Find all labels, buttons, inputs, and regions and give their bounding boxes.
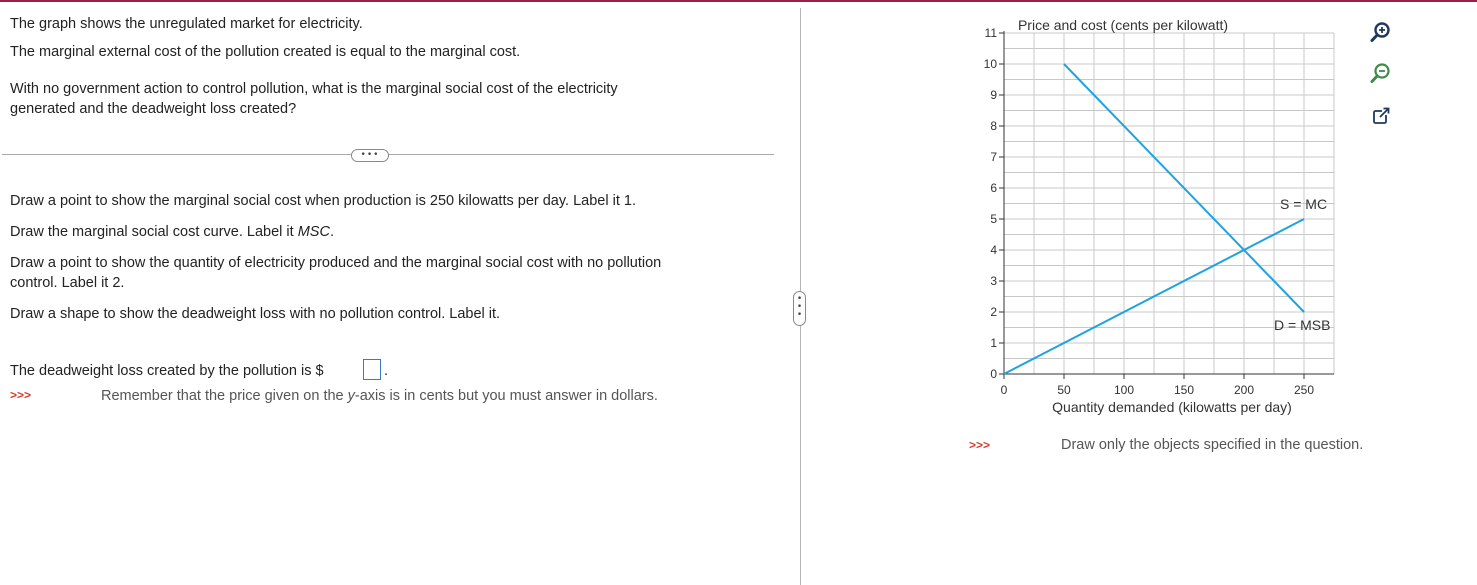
- instruction-msc-prefix: Draw the marginal social cost curve. Label it: [10, 224, 298, 240]
- graph-hint-text: Draw only the objects specified in the question.: [1061, 437, 1364, 453]
- graph-ticks: [984, 26, 1315, 397]
- y-tick-label: 7: [990, 150, 997, 164]
- x-axis-title: Quantity demanded (kilowatts per day): [1052, 399, 1292, 415]
- answer-suffix-text: .: [384, 363, 389, 379]
- hint-text-prefix: Remember that the price given on the: [101, 388, 348, 404]
- answer-prefix-text: The deadweight loss created by the pollution is $: [10, 363, 324, 379]
- y-tick-label: 8: [990, 119, 997, 133]
- graph-hint-marker[interactable]: >>>: [969, 438, 991, 452]
- y-tick-label: 0: [990, 367, 997, 381]
- x-tick-label: 50: [1057, 383, 1071, 397]
- y-tick-label: 4: [990, 243, 997, 257]
- supply-mc-label: S = MC: [1280, 196, 1328, 212]
- y-tick-label: 2: [990, 305, 997, 319]
- y-tick-label: 3: [990, 274, 997, 288]
- y-tick-label: 10: [983, 57, 997, 71]
- hint-text-italic: y: [347, 388, 355, 404]
- instruction-point-2-line1: Draw a point to show the quantity of electricity produced and the marginal social cost with no pollution: [10, 255, 662, 271]
- external-link-icon[interactable]: [1368, 103, 1394, 129]
- x-tick-label: 200: [1233, 383, 1255, 397]
- instruction-msc-italic: MSC: [297, 224, 330, 240]
- y-axis-title: Price and cost (cents per kilowatt): [1017, 17, 1229, 33]
- y-tick-label: 5: [990, 212, 997, 226]
- question-prompt-line2: generated and the deadweight loss created?: [10, 101, 297, 117]
- question-intro-line1: The graph shows the unregulated market for electricity.: [10, 16, 363, 32]
- expand-question-button[interactable]: •••: [351, 149, 389, 162]
- question-intro-line2: The marginal external cost of the pollution created is equal to the marginal cost.: [10, 44, 521, 60]
- demand-msb-label: D = MSB: [1274, 317, 1331, 333]
- hint-text-suffix: -axis is in cents but you must answer in dollars.: [354, 388, 658, 404]
- x-tick-label: 100: [1113, 383, 1135, 397]
- zoom-in-icon[interactable]: [1368, 19, 1394, 45]
- x-tick-label: 0: [1000, 383, 1008, 397]
- graph-labels: [1018, 17, 1330, 415]
- instruction-point-1: Draw a point to show the marginal social cost when production is 250 kilowatts per day. Label it 1.: [10, 193, 636, 209]
- hint-marker[interactable]: >>>: [10, 388, 32, 402]
- x-tick-label: 150: [1173, 383, 1195, 397]
- y-tick-label: 6: [990, 181, 997, 195]
- zoom-out-icon[interactable]: [1368, 60, 1394, 86]
- instruction-deadweight-shape: Draw a shape to show the deadweight loss with no pollution control. Label it.: [10, 306, 501, 322]
- y-tick-label: 9: [990, 88, 997, 102]
- question-prompt-line1: With no government action to control pollution, what is the marginal social cost of the electricity: [10, 81, 618, 97]
- y-tick-label: 11: [984, 26, 997, 40]
- panel-resize-handle[interactable]: • • •: [793, 291, 806, 326]
- x-tick-label: 250: [1293, 383, 1315, 397]
- instruction-point-2-line2: control. Label it 2.: [10, 275, 125, 291]
- instruction-msc-suffix: .: [329, 224, 334, 240]
- y-tick-label: 1: [990, 336, 997, 350]
